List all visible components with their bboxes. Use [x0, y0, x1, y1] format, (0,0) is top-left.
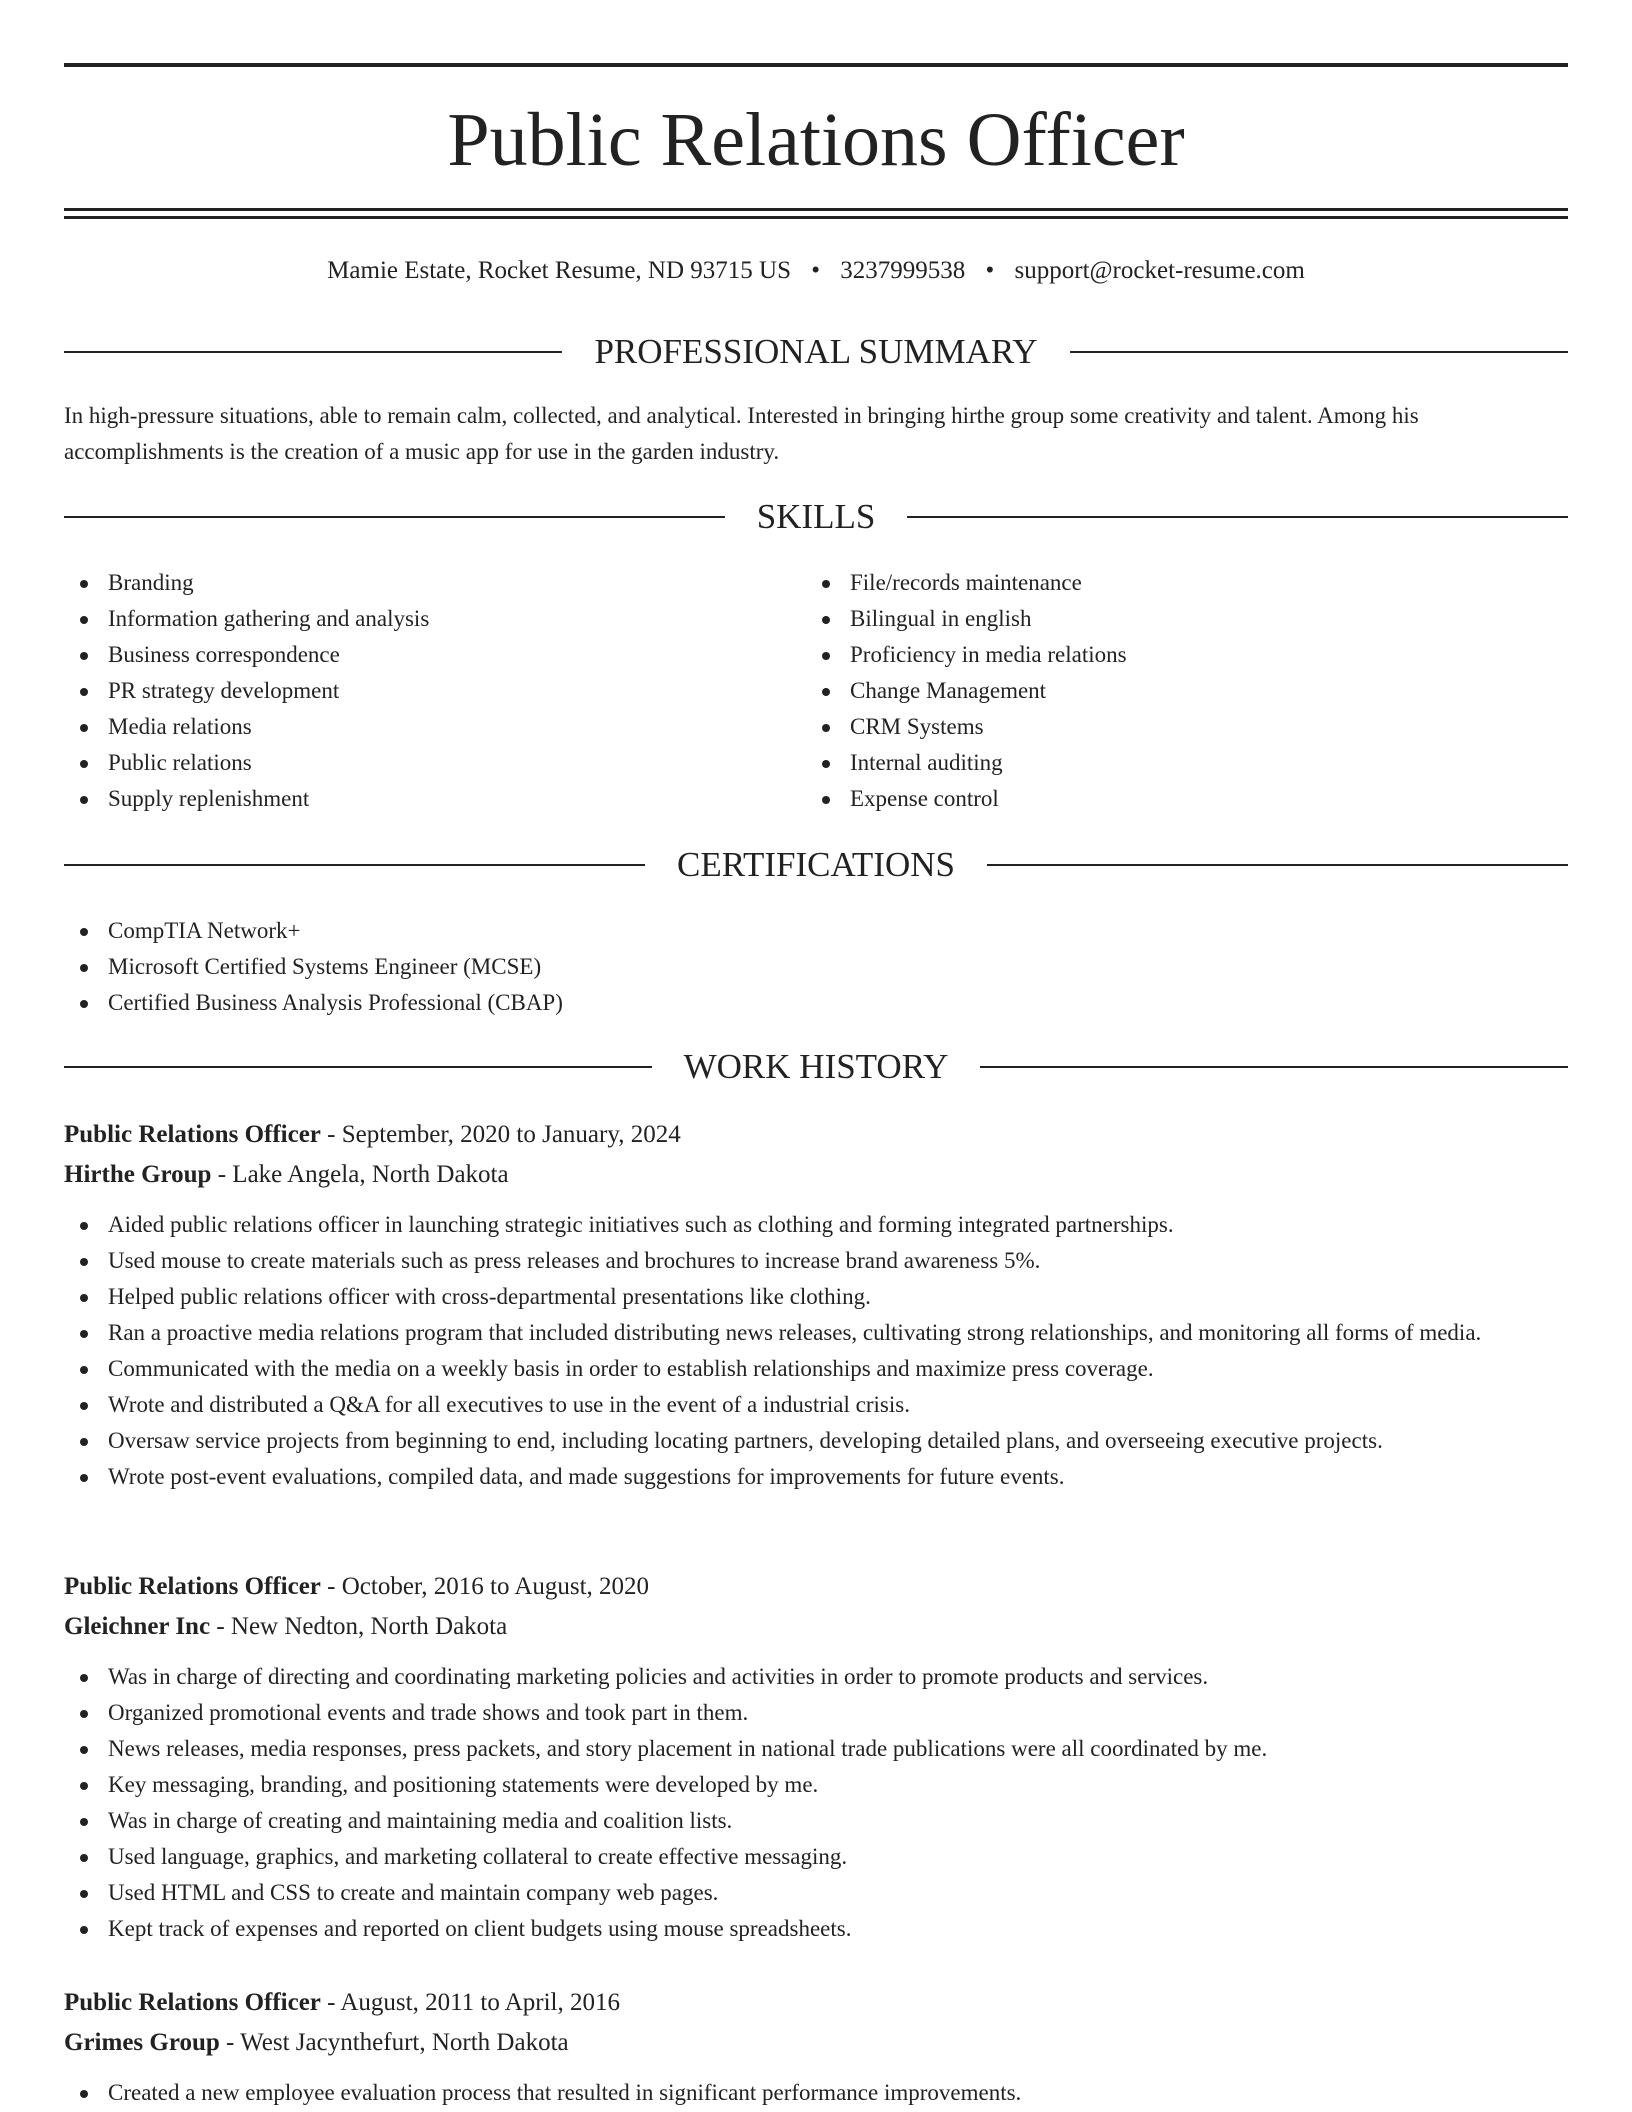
job-bullet: Helped public relations officer with cross-departmental presentations like clothing.: [64, 1279, 1568, 1315]
skill-item: Supply replenishment: [64, 781, 804, 817]
heading-rule: [64, 1066, 652, 1068]
job-bullet: Oversaw service projects from beginning to end, including locating partners, developing detailed plans, and overseeing executive projects.: [64, 1423, 1568, 1459]
contact-separator: •: [985, 257, 995, 284]
heading-rule: [64, 351, 562, 353]
certification-item: Microsoft Certified Systems Engineer (MCSE): [64, 949, 1568, 985]
job-bullet: Used language, graphics, and marketing collateral to create effective messaging.: [64, 1839, 1568, 1875]
skill-item: Change Management: [806, 673, 1546, 709]
skill-item: PR strategy development: [64, 673, 804, 709]
contact-email: support@rocket-resume.com: [1014, 257, 1305, 284]
certification-item: Certified Business Analysis Professional (CBAP): [64, 985, 1568, 1021]
header-top-rule: [64, 63, 1568, 67]
job-bullet: Key messaging, branding, and positioning statements were developed by me.: [64, 1767, 1568, 1803]
job-title: Public Relations Officer: [64, 1573, 321, 1600]
job-entry: [64, 1567, 1568, 1947]
job-bullet: Was in charge of creating and maintaining media and coalition lists.: [64, 1803, 1568, 1839]
job-bullets: [64, 1659, 1568, 1947]
job-bullet: Ran a proactive media relations program that included distributing news releases, cultivating strong relationships, and monitoring all forms of media.: [64, 1315, 1568, 1351]
skill-item: Public relations: [64, 745, 804, 781]
section-heading-summary: [64, 332, 1568, 372]
job-bullet: Created a new employee evaluation process that resulted in significant performance improvements.: [64, 2075, 1568, 2111]
section-title: CERTIFICATIONS: [677, 845, 955, 884]
heading-rule: [64, 516, 725, 518]
header-bottom-rule: [64, 208, 1568, 211]
job-dates: - September, 2020 to January, 2024: [320, 1121, 681, 1148]
section-heading-certifications: [64, 845, 1568, 885]
job-bullet: Kept track of expenses and reported on client budgets using mouse spreadsheets.: [64, 1911, 1568, 1947]
certifications-list: [64, 913, 1568, 1021]
job-title-line: [64, 1983, 1568, 2023]
job-location: - New Nedton, North Dakota: [210, 1613, 508, 1640]
job-bullets: [64, 1207, 1568, 1495]
skill-item: Expense control: [806, 781, 1546, 817]
skill-item: CRM Systems: [806, 709, 1546, 745]
skills-list-right: [806, 565, 1546, 817]
contact-phone: 3237999538: [840, 257, 966, 284]
job-entry: [64, 1983, 1568, 2111]
job-bullet: Used HTML and CSS to create and maintain company web pages.: [64, 1875, 1568, 1911]
job-bullets: [64, 2075, 1568, 2111]
job-bullet: Used mouse to create materials such as press releases and brochures to increase brand awareness 5%.: [64, 1243, 1568, 1279]
skill-item: Media relations: [64, 709, 804, 745]
job-bullet: News releases, media responses, press packets, and story placement in national trade publications were all coordinated by me.: [64, 1731, 1568, 1767]
skills-list-left: [64, 565, 804, 817]
job-location: - Lake Angela, North Dakota: [211, 1161, 509, 1188]
skill-item: Branding: [64, 565, 804, 601]
heading-rule: [907, 516, 1568, 518]
job-location: - West Jacynthefurt, North Dakota: [219, 2029, 569, 2056]
section-title: PROFESSIONAL SUMMARY: [594, 332, 1038, 371]
job-bullet: Aided public relations officer in launching strategic initiatives such as clothing and forming integrated partnerships.: [64, 1207, 1568, 1243]
contact-address: Mamie Estate, Rocket Resume, ND 93715 US: [327, 257, 791, 284]
heading-rule: [987, 864, 1568, 866]
job-company-line: [64, 1155, 1568, 1195]
header-bottom-rule: [64, 216, 1568, 219]
heading-rule: [980, 1066, 1568, 1068]
job-company: Grimes Group: [64, 2029, 220, 2056]
job-title: Public Relations Officer: [64, 1121, 321, 1148]
job-company: Gleichner Inc: [64, 1613, 211, 1640]
contact-line: [64, 254, 1568, 288]
job-title-line: [64, 1567, 1568, 1607]
job-dates: - October, 2016 to August, 2020: [320, 1573, 650, 1600]
job-bullet: Wrote post-event evaluations, compiled data, and made suggestions for improvements for future events.: [64, 1459, 1568, 1495]
job-entry: [64, 1115, 1568, 1495]
contact-separator: •: [811, 257, 821, 284]
job-company-line: [64, 1607, 1568, 1647]
section-title: WORK HISTORY: [683, 1047, 949, 1086]
job-bullet: Organized promotional events and trade shows and took part in them.: [64, 1695, 1568, 1731]
job-dates: - August, 2011 to April, 2016: [320, 1989, 620, 2016]
skill-item: Bilingual in english: [806, 601, 1546, 637]
certification-item: CompTIA Network+: [64, 913, 1568, 949]
job-title: Public Relations Officer: [64, 1989, 321, 2016]
section-title: SKILLS: [756, 497, 876, 536]
section-heading-work-history: [64, 1047, 1568, 1087]
summary-text: In high-pressure situations, able to remain calm, collected, and analytical. Interested in bringing hirthe group some creativity and talent. Among his accomplishments is the creation of a music app for use in the garden industry.: [64, 403, 1419, 464]
section-heading-skills: [64, 497, 1568, 537]
heading-rule: [64, 864, 645, 866]
skill-item: Information gathering and analysis: [64, 601, 804, 637]
resume-title: Public Relations Officer: [447, 98, 1185, 182]
job-bullet: Wrote and distributed a Q&A for all executives to use in the event of a industrial crisis.: [64, 1387, 1568, 1423]
heading-rule: [1070, 351, 1568, 353]
job-company: Hirthe Group: [64, 1161, 212, 1188]
skill-item: Proficiency in media relations: [806, 637, 1546, 673]
job-title-line: [64, 1115, 1568, 1155]
job-bullet: Was in charge of directing and coordinating marketing policies and activities in order to promote products and services.: [64, 1659, 1568, 1695]
job-bullet: Communicated with the media on a weekly basis in order to establish relationships and maximize press coverage.: [64, 1351, 1568, 1387]
skill-item: File/records maintenance: [806, 565, 1546, 601]
job-company-line: [64, 2023, 1568, 2063]
skill-item: Internal auditing: [806, 745, 1546, 781]
skill-item: Business correspondence: [64, 637, 804, 673]
